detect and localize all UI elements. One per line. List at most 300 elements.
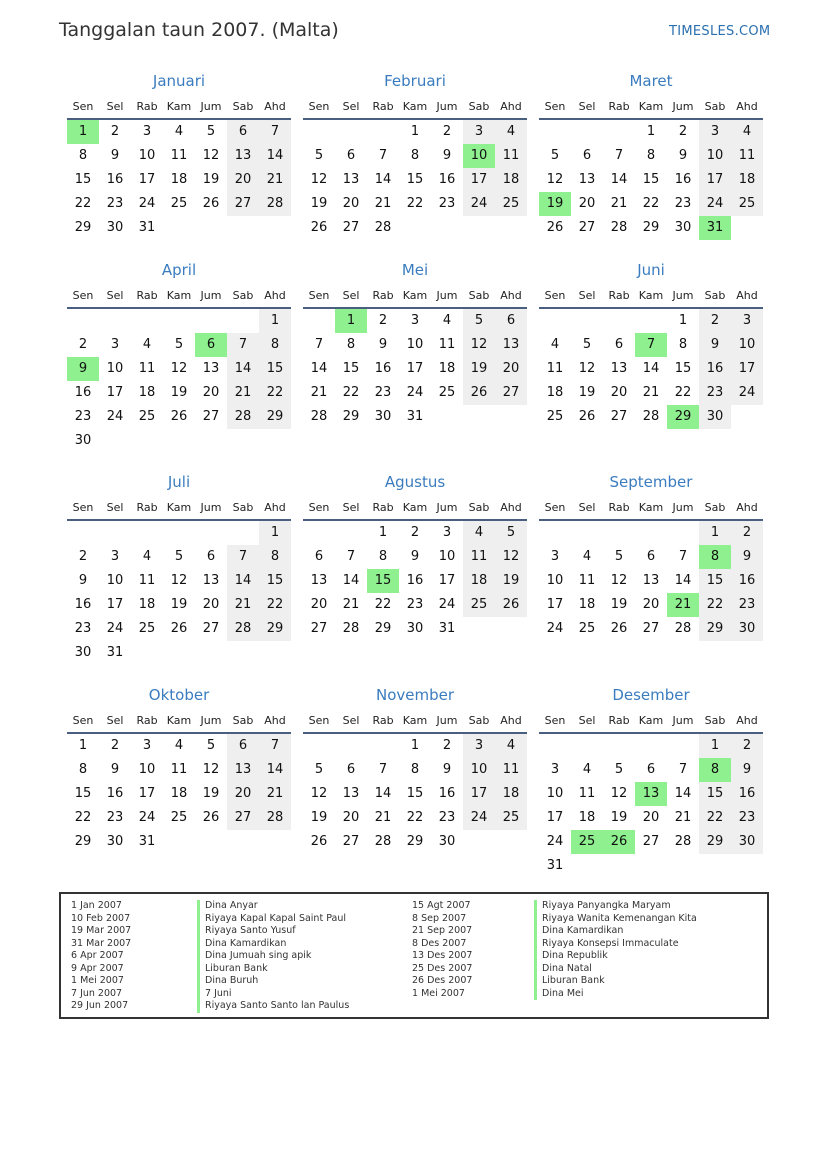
day-cell[interactable]: 2 bbox=[731, 734, 763, 758]
day-cell[interactable]: 12 bbox=[463, 333, 495, 357]
day-cell[interactable]: 14 bbox=[674, 786, 692, 801]
day-cell[interactable]: 2 bbox=[110, 738, 120, 753]
day-cell[interactable]: 7 bbox=[314, 337, 324, 352]
day-cell[interactable]: 16 bbox=[106, 786, 124, 801]
day-cell[interactable]: 22 bbox=[642, 196, 660, 211]
day-cell[interactable]: 22 bbox=[406, 196, 424, 211]
day-cell[interactable]: 14 bbox=[374, 172, 392, 187]
day-cell[interactable]: 19 bbox=[578, 385, 596, 400]
day-cell[interactable]: 4 bbox=[142, 337, 152, 352]
day-cell[interactable]: 22 bbox=[674, 385, 692, 400]
day-cell[interactable]: 9 bbox=[731, 545, 763, 569]
day-cell[interactable]: 23 bbox=[731, 806, 763, 830]
day-cell[interactable]: 1 bbox=[259, 521, 291, 545]
day-cell[interactable]: 4 bbox=[582, 549, 592, 564]
day-cell[interactable]: 23 bbox=[106, 196, 124, 211]
day-cell[interactable]: 7 bbox=[378, 148, 388, 163]
day-cell[interactable]: 15 bbox=[367, 569, 399, 593]
day-cell[interactable]: 4 bbox=[495, 734, 527, 758]
day-cell[interactable]: 5 bbox=[582, 337, 592, 352]
day-cell[interactable]: 28 bbox=[374, 834, 392, 849]
day-cell[interactable]: 5 bbox=[314, 762, 324, 777]
day-cell[interactable]: 30 bbox=[74, 645, 92, 660]
day-cell[interactable]: 29 bbox=[259, 405, 291, 429]
day-cell[interactable]: 21 bbox=[310, 385, 328, 400]
day-cell[interactable]: 8 bbox=[259, 333, 291, 357]
day-cell[interactable]: 17 bbox=[138, 172, 156, 187]
day-cell[interactable]: 28 bbox=[674, 834, 692, 849]
day-cell[interactable]: 12 bbox=[610, 786, 628, 801]
day-cell[interactable]: 9 bbox=[442, 762, 452, 777]
day-cell[interactable]: 24 bbox=[138, 196, 156, 211]
day-cell[interactable]: 30 bbox=[106, 834, 124, 849]
day-cell[interactable]: 15 bbox=[74, 786, 92, 801]
day-cell[interactable]: 8 bbox=[78, 762, 88, 777]
day-cell[interactable]: 2 bbox=[78, 549, 88, 564]
day-cell[interactable]: 29 bbox=[699, 617, 731, 641]
day-cell[interactable]: 27 bbox=[495, 381, 527, 405]
day-cell[interactable]: 23 bbox=[106, 810, 124, 825]
day-cell[interactable]: 12 bbox=[170, 573, 188, 588]
day-cell[interactable]: 27 bbox=[342, 220, 360, 235]
day-cell[interactable]: 3 bbox=[550, 762, 560, 777]
day-cell[interactable]: 29 bbox=[406, 834, 424, 849]
day-cell[interactable]: 8 bbox=[646, 148, 656, 163]
day-cell[interactable]: 24 bbox=[546, 621, 564, 636]
day-cell[interactable]: 7 bbox=[227, 545, 259, 569]
day-cell[interactable]: 3 bbox=[410, 313, 420, 328]
day-cell[interactable]: 20 bbox=[342, 196, 360, 211]
day-cell[interactable]: 16 bbox=[438, 786, 456, 801]
day-cell[interactable]: 22 bbox=[406, 810, 424, 825]
day-cell[interactable]: 11 bbox=[438, 337, 456, 352]
day-cell[interactable]: 27 bbox=[227, 192, 259, 216]
day-cell[interactable]: 21 bbox=[227, 593, 259, 617]
day-cell[interactable]: 7 bbox=[346, 549, 356, 564]
day-cell[interactable]: 4 bbox=[495, 120, 527, 144]
day-cell[interactable]: 24 bbox=[463, 192, 495, 216]
day-cell[interactable]: 13 bbox=[310, 573, 328, 588]
day-cell[interactable]: 8 bbox=[699, 545, 731, 569]
day-cell[interactable]: 30 bbox=[674, 220, 692, 235]
day-cell[interactable]: 13 bbox=[578, 172, 596, 187]
day-cell[interactable]: 16 bbox=[438, 172, 456, 187]
day-cell[interactable]: 4 bbox=[582, 762, 592, 777]
day-cell[interactable]: 10 bbox=[138, 762, 156, 777]
day-cell[interactable]: 2 bbox=[110, 124, 120, 139]
day-cell[interactable]: 12 bbox=[546, 172, 564, 187]
day-cell[interactable]: 18 bbox=[463, 569, 495, 593]
day-cell[interactable]: 23 bbox=[406, 597, 424, 612]
day-cell[interactable]: 5 bbox=[463, 309, 495, 333]
day-cell[interactable]: 19 bbox=[310, 810, 328, 825]
day-cell[interactable]: 29 bbox=[667, 405, 699, 429]
day-cell[interactable]: 20 bbox=[342, 810, 360, 825]
day-cell[interactable]: 11 bbox=[578, 786, 596, 801]
day-cell[interactable]: 26 bbox=[610, 621, 628, 636]
day-cell[interactable]: 2 bbox=[378, 313, 388, 328]
day-cell[interactable]: 29 bbox=[259, 617, 291, 641]
day-cell[interactable]: 28 bbox=[674, 621, 692, 636]
day-cell[interactable]: 10 bbox=[463, 144, 495, 168]
day-cell[interactable]: 26 bbox=[202, 196, 220, 211]
day-cell[interactable]: 26 bbox=[463, 381, 495, 405]
day-cell[interactable]: 13 bbox=[635, 782, 667, 806]
day-cell[interactable]: 6 bbox=[195, 333, 227, 357]
day-cell[interactable]: 19 bbox=[202, 786, 220, 801]
day-cell[interactable]: 17 bbox=[438, 573, 456, 588]
day-cell[interactable]: 15 bbox=[74, 172, 92, 187]
day-cell[interactable]: 19 bbox=[170, 385, 188, 400]
day-cell[interactable]: 1 bbox=[67, 120, 99, 144]
day-cell[interactable]: 13 bbox=[202, 361, 220, 376]
day-cell[interactable]: 25 bbox=[463, 593, 495, 617]
day-cell[interactable]: 23 bbox=[74, 621, 92, 636]
day-cell[interactable]: 14 bbox=[642, 361, 660, 376]
day-cell[interactable]: 16 bbox=[74, 385, 92, 400]
day-cell[interactable]: 2 bbox=[442, 124, 452, 139]
day-cell[interactable]: 4 bbox=[142, 549, 152, 564]
day-cell[interactable]: 2 bbox=[699, 309, 731, 333]
day-cell[interactable]: 27 bbox=[310, 621, 328, 636]
day-cell[interactable]: 21 bbox=[342, 597, 360, 612]
day-cell[interactable]: 8 bbox=[410, 762, 420, 777]
day-cell[interactable]: 1 bbox=[378, 525, 388, 540]
day-cell[interactable]: 12 bbox=[202, 148, 220, 163]
day-cell[interactable]: 28 bbox=[342, 621, 360, 636]
day-cell[interactable]: 30 bbox=[699, 405, 731, 429]
day-cell[interactable]: 16 bbox=[674, 172, 692, 187]
day-cell[interactable]: 23 bbox=[699, 381, 731, 405]
day-cell[interactable]: 25 bbox=[731, 192, 763, 216]
day-cell[interactable]: 16 bbox=[406, 573, 424, 588]
day-cell[interactable]: 11 bbox=[495, 758, 527, 782]
day-cell[interactable]: 5 bbox=[550, 148, 560, 163]
day-cell[interactable]: 29 bbox=[642, 220, 660, 235]
day-cell[interactable]: 4 bbox=[174, 124, 184, 139]
day-cell[interactable]: 12 bbox=[495, 545, 527, 569]
brand-link[interactable]: TIMESLES.COM bbox=[669, 24, 771, 39]
day-cell[interactable]: 15 bbox=[642, 172, 660, 187]
day-cell[interactable]: 26 bbox=[310, 834, 328, 849]
day-cell[interactable]: 4 bbox=[174, 738, 184, 753]
day-cell[interactable]: 2 bbox=[731, 521, 763, 545]
day-cell[interactable]: 20 bbox=[202, 385, 220, 400]
day-cell[interactable]: 30 bbox=[406, 621, 424, 636]
day-cell[interactable]: 22 bbox=[699, 593, 731, 617]
day-cell[interactable]: 18 bbox=[138, 385, 156, 400]
day-cell[interactable]: 6 bbox=[614, 337, 624, 352]
day-cell[interactable]: 21 bbox=[642, 385, 660, 400]
day-cell[interactable]: 26 bbox=[578, 409, 596, 424]
day-cell[interactable]: 31 bbox=[138, 834, 156, 849]
day-cell[interactable]: 18 bbox=[170, 786, 188, 801]
day-cell[interactable]: 26 bbox=[495, 593, 527, 617]
day-cell[interactable]: 18 bbox=[438, 361, 456, 376]
day-cell[interactable]: 26 bbox=[170, 621, 188, 636]
day-cell[interactable]: 5 bbox=[495, 521, 527, 545]
day-cell[interactable]: 29 bbox=[74, 220, 92, 235]
day-cell[interactable]: 27 bbox=[610, 409, 628, 424]
day-cell[interactable]: 26 bbox=[310, 220, 328, 235]
day-cell[interactable]: 14 bbox=[374, 786, 392, 801]
day-cell[interactable]: 11 bbox=[170, 762, 188, 777]
day-cell[interactable]: 30 bbox=[74, 433, 92, 448]
day-cell[interactable]: 7 bbox=[678, 762, 688, 777]
day-cell[interactable]: 13 bbox=[642, 573, 660, 588]
day-cell[interactable]: 6 bbox=[206, 549, 216, 564]
day-cell[interactable]: 8 bbox=[259, 545, 291, 569]
day-cell[interactable]: 24 bbox=[438, 597, 456, 612]
day-cell[interactable]: 3 bbox=[110, 337, 120, 352]
day-cell[interactable]: 18 bbox=[546, 385, 564, 400]
day-cell[interactable]: 11 bbox=[578, 573, 596, 588]
day-cell[interactable]: 9 bbox=[410, 549, 420, 564]
day-cell[interactable]: 31 bbox=[438, 621, 456, 636]
day-cell[interactable]: 6 bbox=[314, 549, 324, 564]
day-cell[interactable]: 2 bbox=[410, 525, 420, 540]
day-cell[interactable]: 23 bbox=[674, 196, 692, 211]
day-cell[interactable]: 27 bbox=[578, 220, 596, 235]
day-cell[interactable]: 7 bbox=[678, 549, 688, 564]
day-cell[interactable]: 18 bbox=[578, 810, 596, 825]
day-cell[interactable]: 24 bbox=[138, 810, 156, 825]
day-cell[interactable]: 7 bbox=[635, 333, 667, 357]
day-cell[interactable]: 25 bbox=[546, 409, 564, 424]
day-cell[interactable]: 15 bbox=[406, 786, 424, 801]
day-cell[interactable]: 3 bbox=[442, 525, 452, 540]
day-cell[interactable]: 8 bbox=[699, 758, 731, 782]
day-cell[interactable]: 22 bbox=[74, 810, 92, 825]
day-cell[interactable]: 20 bbox=[642, 597, 660, 612]
day-cell[interactable]: 4 bbox=[550, 337, 560, 352]
day-cell[interactable]: 25 bbox=[138, 621, 156, 636]
day-cell[interactable]: 17 bbox=[138, 786, 156, 801]
day-cell[interactable]: 25 bbox=[438, 385, 456, 400]
day-cell[interactable]: 12 bbox=[310, 172, 328, 187]
day-cell[interactable]: 25 bbox=[578, 621, 596, 636]
day-cell[interactable]: 1 bbox=[78, 738, 88, 753]
day-cell[interactable]: 5 bbox=[174, 549, 184, 564]
day-cell[interactable]: 1 bbox=[335, 309, 367, 333]
day-cell[interactable]: 14 bbox=[259, 758, 291, 782]
day-cell[interactable]: 20 bbox=[202, 597, 220, 612]
day-cell[interactable]: 7 bbox=[259, 734, 291, 758]
day-cell[interactable]: 28 bbox=[227, 405, 259, 429]
day-cell[interactable]: 19 bbox=[539, 192, 571, 216]
day-cell[interactable]: 25 bbox=[170, 196, 188, 211]
day-cell[interactable]: 18 bbox=[578, 597, 596, 612]
day-cell[interactable]: 20 bbox=[610, 385, 628, 400]
day-cell[interactable]: 4 bbox=[731, 120, 763, 144]
day-cell[interactable]: 11 bbox=[731, 144, 763, 168]
day-cell[interactable]: 24 bbox=[699, 192, 731, 216]
day-cell[interactable]: 16 bbox=[74, 597, 92, 612]
day-cell[interactable]: 2 bbox=[442, 738, 452, 753]
day-cell[interactable]: 21 bbox=[610, 196, 628, 211]
day-cell[interactable]: 3 bbox=[550, 549, 560, 564]
day-cell[interactable]: 22 bbox=[259, 381, 291, 405]
day-cell[interactable]: 11 bbox=[463, 545, 495, 569]
day-cell[interactable]: 18 bbox=[731, 168, 763, 192]
day-cell[interactable]: 14 bbox=[610, 172, 628, 187]
day-cell[interactable]: 13 bbox=[342, 172, 360, 187]
day-cell[interactable]: 9 bbox=[378, 337, 388, 352]
day-cell[interactable]: 15 bbox=[699, 782, 731, 806]
day-cell[interactable]: 27 bbox=[227, 806, 259, 830]
day-cell[interactable]: 25 bbox=[495, 806, 527, 830]
day-cell[interactable]: 21 bbox=[667, 593, 699, 617]
day-cell[interactable]: 3 bbox=[463, 120, 495, 144]
day-cell[interactable]: 9 bbox=[442, 148, 452, 163]
day-cell[interactable]: 9 bbox=[699, 333, 731, 357]
day-cell[interactable]: 17 bbox=[106, 597, 124, 612]
day-cell[interactable]: 19 bbox=[463, 357, 495, 381]
day-cell[interactable]: 16 bbox=[699, 357, 731, 381]
day-cell[interactable]: 10 bbox=[699, 144, 731, 168]
day-cell[interactable]: 26 bbox=[202, 810, 220, 825]
day-cell[interactable]: 22 bbox=[374, 597, 392, 612]
day-cell[interactable]: 9 bbox=[110, 762, 120, 777]
day-cell[interactable]: 19 bbox=[610, 597, 628, 612]
day-cell[interactable]: 14 bbox=[227, 357, 259, 381]
day-cell[interactable]: 25 bbox=[138, 409, 156, 424]
day-cell[interactable]: 18 bbox=[495, 168, 527, 192]
day-cell[interactable]: 20 bbox=[578, 196, 596, 211]
day-cell[interactable]: 30 bbox=[731, 830, 763, 854]
day-cell[interactable]: 10 bbox=[106, 573, 124, 588]
day-cell[interactable]: 13 bbox=[342, 786, 360, 801]
day-cell[interactable]: 22 bbox=[699, 806, 731, 830]
day-cell[interactable]: 12 bbox=[310, 786, 328, 801]
day-cell[interactable]: 3 bbox=[699, 120, 731, 144]
day-cell[interactable]: 23 bbox=[731, 593, 763, 617]
day-cell[interactable]: 28 bbox=[259, 192, 291, 216]
day-cell[interactable]: 9 bbox=[110, 148, 120, 163]
day-cell[interactable]: 8 bbox=[410, 148, 420, 163]
day-cell[interactable]: 27 bbox=[202, 621, 220, 636]
day-cell[interactable]: 10 bbox=[138, 148, 156, 163]
day-cell[interactable]: 28 bbox=[374, 220, 392, 235]
day-cell[interactable]: 8 bbox=[346, 337, 356, 352]
day-cell[interactable]: 19 bbox=[310, 196, 328, 211]
day-cell[interactable]: 19 bbox=[610, 810, 628, 825]
day-cell[interactable]: 13 bbox=[610, 361, 628, 376]
day-cell[interactable]: 19 bbox=[202, 172, 220, 187]
day-cell[interactable]: 21 bbox=[259, 782, 291, 806]
day-cell[interactable]: 27 bbox=[642, 834, 660, 849]
day-cell[interactable]: 14 bbox=[259, 144, 291, 168]
day-cell[interactable]: 16 bbox=[731, 569, 763, 593]
day-cell[interactable]: 5 bbox=[314, 148, 324, 163]
day-cell[interactable]: 11 bbox=[546, 361, 564, 376]
day-cell[interactable]: 25 bbox=[571, 830, 603, 854]
day-cell[interactable]: 13 bbox=[495, 333, 527, 357]
day-cell[interactable]: 2 bbox=[78, 337, 88, 352]
day-cell[interactable]: 22 bbox=[74, 196, 92, 211]
day-cell[interactable]: 11 bbox=[138, 361, 156, 376]
day-cell[interactable]: 29 bbox=[699, 830, 731, 854]
day-cell[interactable]: 12 bbox=[202, 762, 220, 777]
day-cell[interactable]: 6 bbox=[582, 148, 592, 163]
day-cell[interactable]: 6 bbox=[346, 762, 356, 777]
day-cell[interactable]: 1 bbox=[699, 521, 731, 545]
day-cell[interactable]: 3 bbox=[463, 734, 495, 758]
day-cell[interactable]: 5 bbox=[206, 124, 216, 139]
day-cell[interactable]: 15 bbox=[699, 569, 731, 593]
day-cell[interactable]: 1 bbox=[410, 738, 420, 753]
day-cell[interactable]: 7 bbox=[614, 148, 624, 163]
day-cell[interactable]: 1 bbox=[410, 124, 420, 139]
day-cell[interactable]: 21 bbox=[374, 810, 392, 825]
day-cell[interactable]: 24 bbox=[106, 621, 124, 636]
day-cell[interactable]: 5 bbox=[614, 549, 624, 564]
day-cell[interactable]: 24 bbox=[463, 806, 495, 830]
day-cell[interactable]: 7 bbox=[259, 120, 291, 144]
day-cell[interactable]: 31 bbox=[406, 409, 424, 424]
day-cell[interactable]: 6 bbox=[227, 120, 259, 144]
day-cell[interactable]: 30 bbox=[731, 617, 763, 641]
day-cell[interactable]: 3 bbox=[142, 124, 152, 139]
day-cell[interactable]: 14 bbox=[227, 569, 259, 593]
day-cell[interactable]: 16 bbox=[731, 782, 763, 806]
day-cell[interactable]: 24 bbox=[106, 409, 124, 424]
day-cell[interactable]: 21 bbox=[374, 196, 392, 211]
day-cell[interactable]: 14 bbox=[674, 573, 692, 588]
day-cell[interactable]: 17 bbox=[106, 385, 124, 400]
day-cell[interactable]: 24 bbox=[406, 385, 424, 400]
day-cell[interactable]: 12 bbox=[578, 361, 596, 376]
day-cell[interactable]: 4 bbox=[442, 313, 452, 328]
day-cell[interactable]: 6 bbox=[495, 309, 527, 333]
day-cell[interactable]: 17 bbox=[546, 810, 564, 825]
day-cell[interactable]: 20 bbox=[310, 597, 328, 612]
day-cell[interactable]: 10 bbox=[546, 786, 564, 801]
day-cell[interactable]: 27 bbox=[202, 409, 220, 424]
day-cell[interactable]: 22 bbox=[259, 593, 291, 617]
day-cell[interactable]: 13 bbox=[227, 758, 259, 782]
day-cell[interactable]: 16 bbox=[106, 172, 124, 187]
day-cell[interactable]: 9 bbox=[678, 148, 688, 163]
day-cell[interactable]: 5 bbox=[206, 738, 216, 753]
day-cell[interactable]: 13 bbox=[202, 573, 220, 588]
day-cell[interactable]: 13 bbox=[227, 144, 259, 168]
day-cell[interactable]: 5 bbox=[174, 337, 184, 352]
day-cell[interactable]: 23 bbox=[374, 385, 392, 400]
day-cell[interactable]: 24 bbox=[546, 834, 564, 849]
day-cell[interactable]: 11 bbox=[495, 144, 527, 168]
day-cell[interactable]: 21 bbox=[259, 168, 291, 192]
day-cell[interactable]: 20 bbox=[495, 357, 527, 381]
day-cell[interactable]: 21 bbox=[227, 381, 259, 405]
day-cell[interactable]: 22 bbox=[342, 385, 360, 400]
day-cell[interactable]: 7 bbox=[227, 333, 259, 357]
day-cell[interactable]: 15 bbox=[406, 172, 424, 187]
day-cell[interactable]: 15 bbox=[259, 357, 291, 381]
day-cell[interactable]: 26 bbox=[170, 409, 188, 424]
day-cell[interactable]: 21 bbox=[674, 810, 692, 825]
day-cell[interactable]: 19 bbox=[495, 569, 527, 593]
day-cell[interactable]: 6 bbox=[646, 549, 656, 564]
day-cell[interactable]: 2 bbox=[678, 124, 688, 139]
day-cell[interactable]: 27 bbox=[342, 834, 360, 849]
day-cell[interactable]: 8 bbox=[678, 337, 688, 352]
day-cell[interactable]: 8 bbox=[378, 549, 388, 564]
day-cell[interactable]: 28 bbox=[227, 617, 259, 641]
day-cell[interactable]: 25 bbox=[495, 192, 527, 216]
day-cell[interactable]: 17 bbox=[731, 357, 763, 381]
day-cell[interactable]: 1 bbox=[699, 734, 731, 758]
